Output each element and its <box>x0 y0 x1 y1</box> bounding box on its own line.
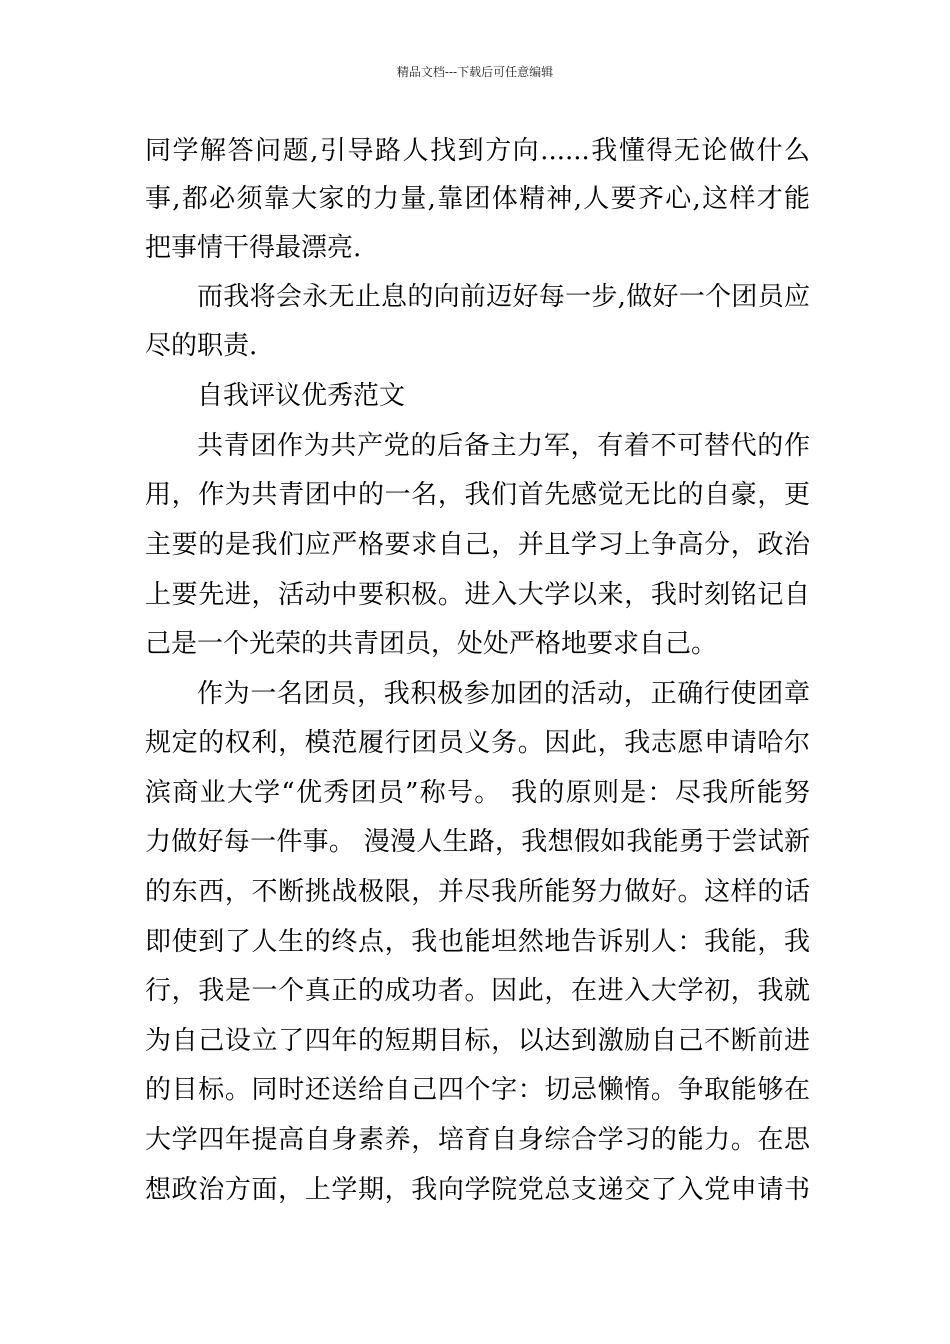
body-line-8: 用，作为共青团中的一名，我们首先感觉无比的自豪，更 <box>145 480 810 510</box>
body-line-4: 而我将会永无止息的向前迈好每一步,做好一个团员应 <box>197 282 810 312</box>
section-heading: 自我评议优秀范文 <box>197 381 406 411</box>
body-line-1: 同学解答问题,引导路人找到方向......我懂得无论做什么 <box>145 136 810 166</box>
body-line-7: 共青团作为共产党的后备主力军，有着不可替代的作 <box>197 431 810 461</box>
body-line-13: 规定的权利，模范履行团员义务。因此，我志愿申请哈尔 <box>145 728 810 758</box>
page-header: 精品文档---下载后可任意编辑 <box>396 65 554 79</box>
body-line-11: 己是一个光荣的共青团员，处处严格地要求自己。 <box>145 629 718 659</box>
body-line-22: 想政治方面，上学期，我向学院党总支递交了入党申请书 <box>145 1175 810 1205</box>
body-line-20: 的目标。同时还送给自己四个字：切忌懒惰。争取能够在 <box>145 1075 810 1105</box>
body-line-3: 把事情干得最漂亮. <box>145 233 362 263</box>
body-line-17: 即使到了人生的终点，我也能坦然地告诉别人：我能，我 <box>145 927 810 957</box>
body-line-18: 行，我是一个真正的成功者。因此，在进入大学初，我就 <box>145 976 810 1006</box>
body-line-21: 大学四年提高自身素养，培育自身综合学习的能力。在思 <box>145 1125 810 1155</box>
body-line-19: 为自己设立了四年的短期目标，以达到激励自己不断前进 <box>145 1026 810 1056</box>
body-line-16: 的东西，不断挑战极限，并尽我所能努力做好。这样的话 <box>145 877 810 907</box>
body-line-14: 滨商业大学“优秀团员”称号。 我的原则是：尽我所能努 <box>145 778 810 808</box>
body-line-15: 力做好每一件事。 漫漫人生路，我想假如我能勇于尝试新 <box>145 827 810 857</box>
body-line-2: 事,都必须靠大家的力量,靠团体精神,人要齐心,这样才能 <box>145 184 810 214</box>
body-line-10: 上要先进，活动中要积极。进入大学以来，我时刻铭记自 <box>145 580 810 610</box>
body-line-9: 主要的是我们应严格要求自己，并且学习上争高分，政治 <box>145 530 810 560</box>
body-line-5: 尽的职责. <box>145 331 258 361</box>
body-line-12: 作为一名团员，我积极参加团的活动，正确行使团章 <box>197 679 810 709</box>
